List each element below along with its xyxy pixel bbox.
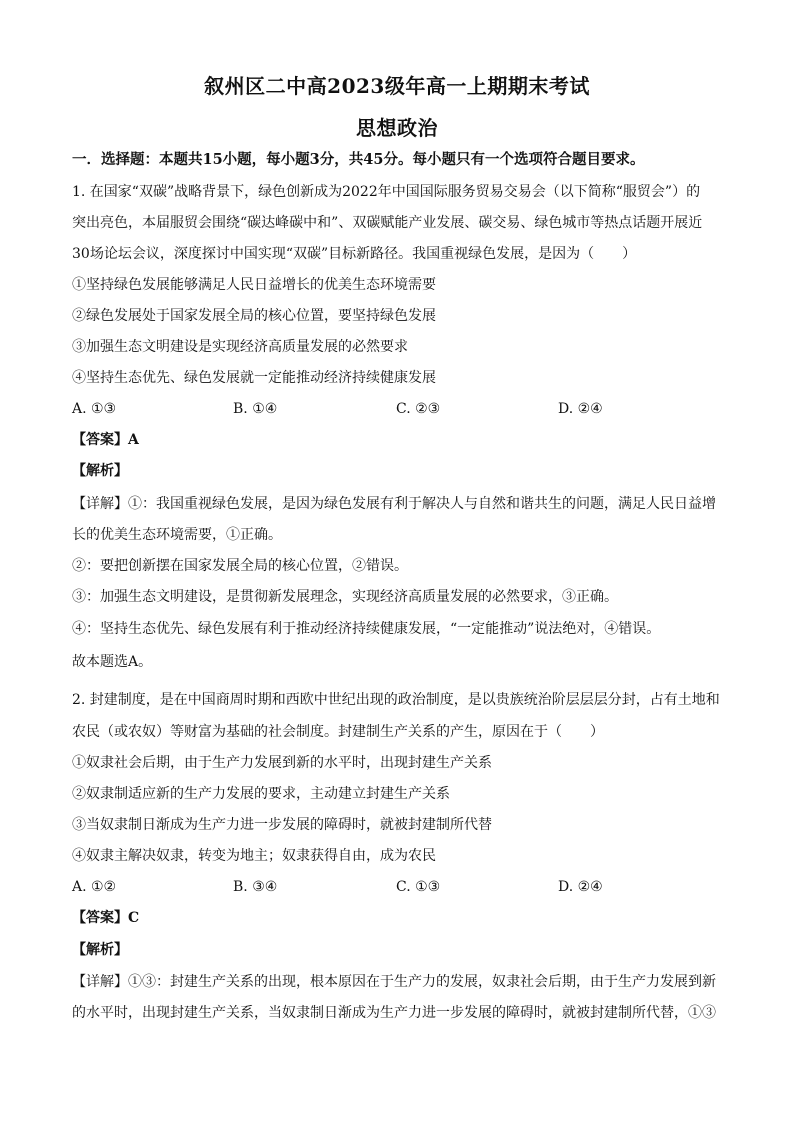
q1-detail-line: 【详解】①：我国重视绿色发展，是因为绿色发展有利于解决人与自然和谐共生的问题，满足人民日益增 [72,496,716,512]
q1-stem-line: 30场论坛会议，深度探讨中国实现“双碳”目标新路径。我国重视绿色发展，是因为（ ） [72,246,637,262]
q2-statement: ④奴隶主解决奴隶，转变为地主；奴隶获得自由，成为农民 [72,848,436,864]
q2-statement: ②奴隶制适应新的生产力发展的要求，主动建立封建生产关系 [72,786,450,802]
q2-option-d: D. ②④ [558,879,603,895]
section-heading: 一．选择题：本题共15小题，每小题3分，共45分。每小题只有一个选项符合题目要求。 [72,151,645,168]
q1-analysis-label: 【解析】 [72,463,128,479]
q2-option-a: A. ①② [72,879,117,895]
q1-statement: ②绿色发展处于国家发展全局的核心位置，要坚持绿色发展 [72,308,436,324]
q2-detail-line: 的水平时，出现封建生产关系，当奴隶制日渐成为生产力进一步发展的障碍时，就被封建制所代替，①③ [72,1005,716,1021]
q2-answer: 【答案】C [72,910,140,926]
q2-stem-line: 农民（或农奴）等财富为基础的社会制度。封建制生产关系的产生，原因在于（ ） [72,724,604,740]
q1-statement: ①坚持绿色发展能够满足人民日益增长的优美生态环境需要 [72,277,436,293]
q1-detail-line: 故本题选A。 [72,654,153,670]
page-title: 叙州区二中高2023级年高一上期期末考试 [204,74,590,98]
q2-option-b: B. ③④ [233,879,278,895]
q1-option-b: B. ①④ [233,401,278,417]
q1-detail-line: 长的优美生态环境需要，①正确。 [72,527,282,543]
q2-option-c: C. ①③ [396,879,441,895]
subject-title: 思想政治 [356,116,438,140]
q1-option-a: A. ①③ [72,401,117,417]
q1-stem-line: 突出亮色，本届服贸会围绕“碳达峰碳中和”、双碳赋能产业发展、碳交易、绿色城市等热点话题开展近 [72,215,703,231]
q2-statement: ①奴隶社会后期，由于生产力发展到新的水平时，出现封建生产关系 [72,755,492,771]
q1-answer: 【答案】A [72,432,139,448]
q1-detail-line: ④：坚持生态优先、绿色发展有利于推动经济持续健康发展，“一定能推动”说法绝对，④错误。 [72,621,661,637]
q1-option-d: D. ②④ [558,401,603,417]
q2-statement: ③当奴隶制日渐成为生产力进一步发展的障碍时，就被封建制所代替 [72,817,492,833]
q1-stem-line: 1. 在国家“双碳”战略背景下，绿色创新成为2022年中国国际服务贸易交易会（以下简称“服贸会”）的 [72,184,701,200]
q1-detail-line: ②：要把创新摆在国家发展全局的核心位置，②错误。 [72,558,408,574]
q1-option-c: C. ②③ [396,401,441,417]
q2-detail-line: 【详解】①③：封建生产关系的出现，根本原因在于生产力的发展，奴隶社会后期，由于生产力发展到新 [72,974,716,990]
q1-statement: ④坚持生态优先、绿色发展就一定能推动经济持续健康发展 [72,370,436,386]
q1-statement: ③加强生态文明建设是实现经济高质量发展的必然要求 [72,339,408,355]
q1-detail-line: ③：加强生态文明建设，是贯彻新发展理念，实现经济高质量发展的必然要求，③正确。 [72,589,618,605]
q2-analysis-label: 【解析】 [72,942,128,958]
q2-stem-line: 2. 封建制度，是在中国商周时期和西欧中世纪出现的政治制度，是以贵族统治阶层层层分封，占有土地和 [72,692,720,708]
